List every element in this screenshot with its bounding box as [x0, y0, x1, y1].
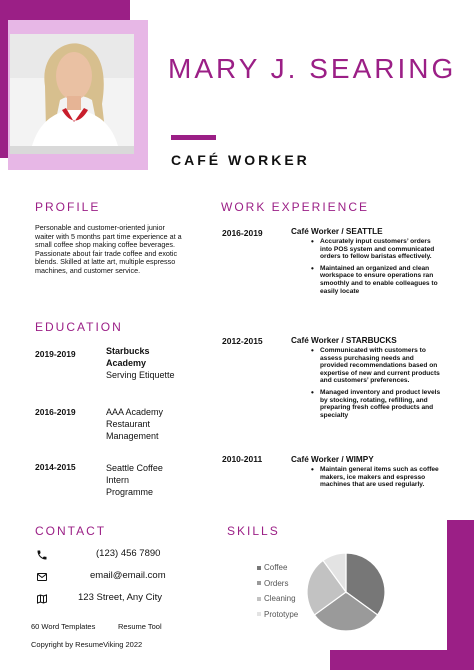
education-line: Programme [106, 487, 154, 497]
email-icon [36, 570, 48, 582]
footer-line2: Copyright by ResumeViking 2022 [31, 640, 143, 649]
profile-photo [10, 34, 134, 154]
work-years-3: 2010-2011 [222, 454, 263, 464]
skills-heading: SKILLS [227, 524, 280, 538]
education-line: AAA Academy [106, 407, 164, 417]
legend-swatch [257, 581, 261, 585]
work-bullet: • Maintained an organized and clean workspace to ensure operations ran smoothly and to enable colleagues to easily locate [311, 265, 441, 295]
education-line: Starbucks [106, 346, 150, 356]
work-bullet: • Communicated with customers to assess purchasing needs and provided recommendations based on expertise of new and current products and customers’ preferences. [311, 347, 441, 385]
education-heading: EDUCATION [35, 320, 123, 334]
education-line: Management [106, 431, 159, 441]
legend-swatch [257, 612, 261, 616]
education-line: Serving Etiquette [106, 370, 175, 380]
education-item-2 [106, 406, 163, 442]
bottom-right-magenta-block [447, 520, 474, 670]
education-line: Academy [106, 358, 147, 368]
footer-line1-left: 60 Word Templates [31, 622, 96, 631]
work-experience-heading: WORK EXPERIENCE [221, 200, 370, 214]
legend-item-cleaning [257, 591, 298, 607]
legend-item-prototype [257, 607, 298, 623]
legend-label: Orders [264, 578, 289, 588]
education-line: Intern [106, 475, 130, 485]
candidate-name: MARY J. SEARING [168, 53, 457, 84]
education-line: Seattle Coffee [106, 463, 163, 473]
legend-label: Prototype [264, 609, 299, 619]
legend-label: Coffee [264, 563, 288, 572]
work-bullet: • Managed inventory and product levels by stocking, rotating, refilling, and preparing fresh coffee products and specialty [311, 389, 441, 419]
phone-number: (123) 456 7890 [96, 548, 161, 559]
profile-heading: PROFILE [35, 200, 101, 214]
education-years-3: 2014-2015 [35, 462, 76, 472]
footer-line1-right: Resume Tool [118, 622, 162, 631]
work-item-2 [291, 336, 441, 423]
education-years-1: 2019-2019 [35, 349, 76, 359]
street-address: 123 Street, Any City [78, 592, 162, 603]
skills-legend [257, 560, 298, 622]
work-years-2: 2012-2015 [222, 336, 263, 346]
phone-icon [36, 548, 48, 560]
work-title: Café Worker / WIMPY [291, 455, 374, 464]
job-title: CAFÉ WORKER [171, 152, 310, 168]
work-item-3 [291, 455, 441, 493]
contact-heading: CONTACT [35, 524, 107, 538]
map-icon [36, 592, 48, 604]
work-title: Café Worker / STARBUCKS [291, 336, 397, 345]
legend-swatch [257, 566, 261, 570]
work-item-1 [291, 227, 441, 299]
work-years-1: 2016-2019 [222, 228, 263, 238]
bottom-magenta-bar [330, 650, 474, 670]
education-years-2: 2016-2019 [35, 407, 76, 417]
education-item-3 [106, 462, 163, 498]
profile-text: Personable and customer-oriented junior waiter with 5 months part time experience at a small coffee shop making coffee beverages. Passionate about fair trade coffee and exotic blends. Skilled at latte art, multiple espresso machines, and customer service. [35, 223, 182, 275]
email-address: email@email.com [90, 570, 166, 581]
education-item-1 [106, 345, 175, 381]
work-bullet: • Maintain general items such as coffee makers, ice makers and espresso machines that are used regularly. [311, 466, 441, 489]
legend-swatch [257, 597, 261, 601]
legend-label: Cleaning [264, 594, 296, 603]
education-line: Restaurant [106, 419, 151, 429]
work-bullet: • Accurately input customers’ orders into POS system and communicated orders to fellow baristas effectively. [311, 238, 441, 261]
skills-pie-chart [304, 550, 388, 634]
legend-item-coffee [257, 560, 298, 576]
name-accent-bar [171, 135, 216, 140]
work-title: Café Worker / SEATTLE [291, 227, 383, 236]
legend-item-orders [257, 576, 298, 592]
profile-photo-illustration [10, 34, 134, 154]
